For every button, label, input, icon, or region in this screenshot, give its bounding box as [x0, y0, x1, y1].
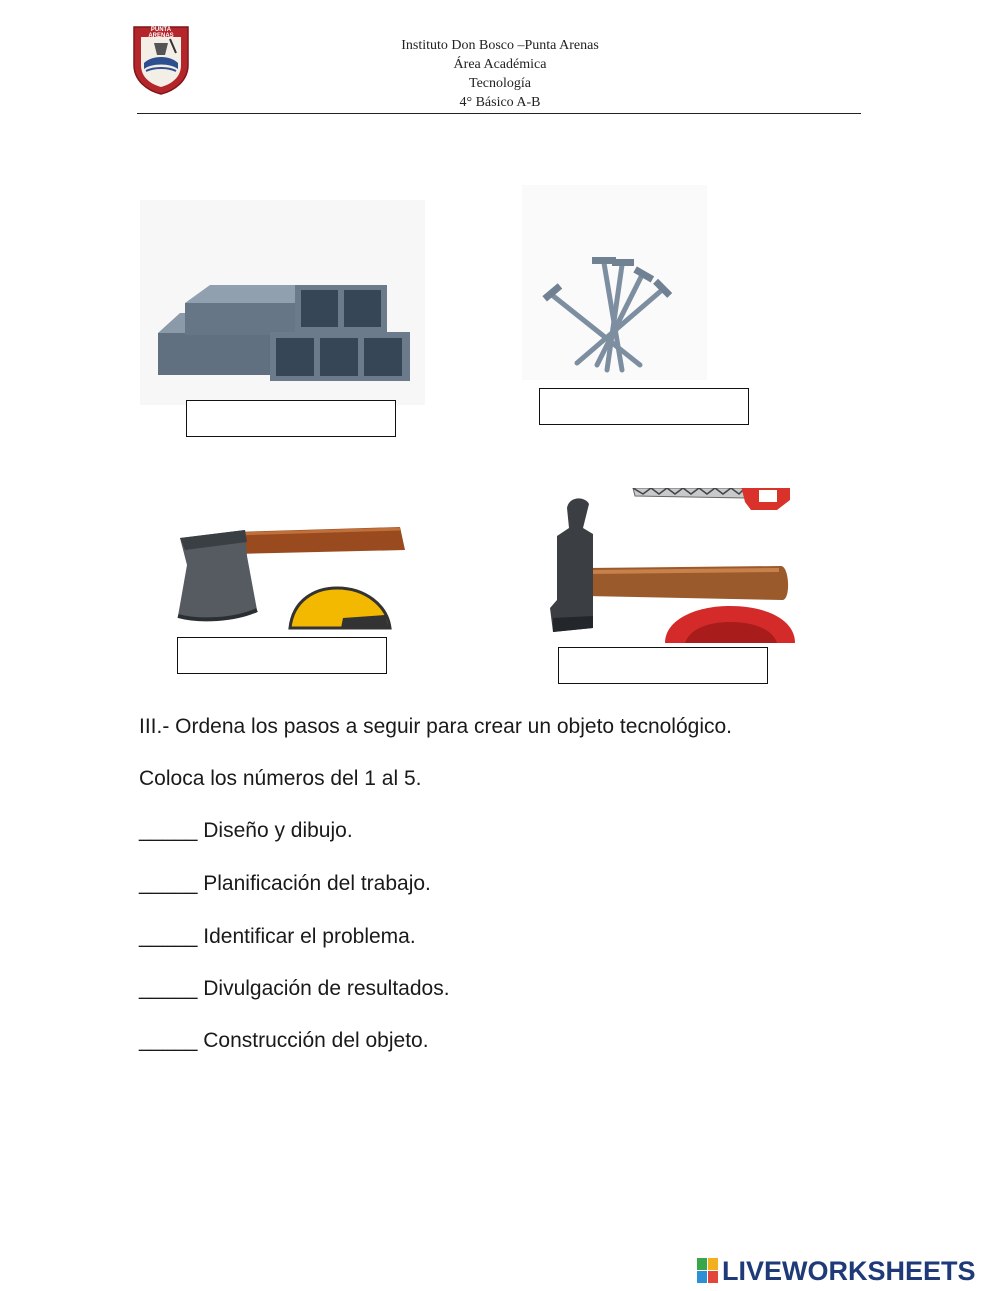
step-label: Planificación del trabajo.	[203, 872, 431, 895]
step-blank[interactable]: _____	[139, 1029, 198, 1052]
section-instruction: Coloca los números del 1 al 5.	[139, 767, 422, 790]
section-title: III.- Ordena los pasos a seguir para crear un objeto tecnológico.	[139, 715, 733, 738]
logo-label: PUNTA ARENAS	[148, 27, 174, 39]
step-blank[interactable]: _____	[139, 819, 198, 842]
step-item	[139, 872, 431, 896]
nails-image	[522, 185, 707, 380]
metal-tubes-image	[140, 200, 425, 405]
step-label: Identificar el problema.	[203, 925, 416, 948]
brand-name: LIVEWORKSHEETS	[722, 1255, 976, 1286]
school-crest-icon	[132, 25, 190, 95]
step-blank[interactable]: _____	[139, 925, 198, 948]
step-item	[139, 977, 450, 1001]
grade-name: 4° Básico A-B	[459, 95, 541, 110]
subject-name: Tecnología	[469, 76, 531, 91]
answer-box-1[interactable]	[186, 400, 396, 437]
step-blank[interactable]: _____	[139, 872, 198, 895]
answer-box-4[interactable]	[558, 647, 768, 684]
step-label: Divulgación de resultados.	[203, 977, 450, 1000]
answer-box-2[interactable]	[539, 388, 749, 425]
axe-image	[175, 520, 405, 630]
area-name: Área Académica	[453, 57, 547, 72]
step-label: Diseño y dibujo.	[203, 819, 353, 842]
header-divider	[137, 113, 861, 114]
document-header	[300, 36, 700, 112]
step-item	[139, 1029, 429, 1053]
step-item	[139, 819, 353, 843]
answer-box-3[interactable]	[177, 637, 387, 674]
brand-mark-icon	[697, 1258, 719, 1284]
step-label: Construcción del objeto.	[203, 1029, 429, 1052]
school-name: Instituto Don Bosco –Punta Arenas	[401, 38, 599, 53]
step-item	[139, 925, 416, 949]
step-blank[interactable]: _____	[139, 977, 198, 1000]
liveworksheets-logo	[697, 1254, 976, 1288]
hammer-image	[545, 488, 795, 643]
